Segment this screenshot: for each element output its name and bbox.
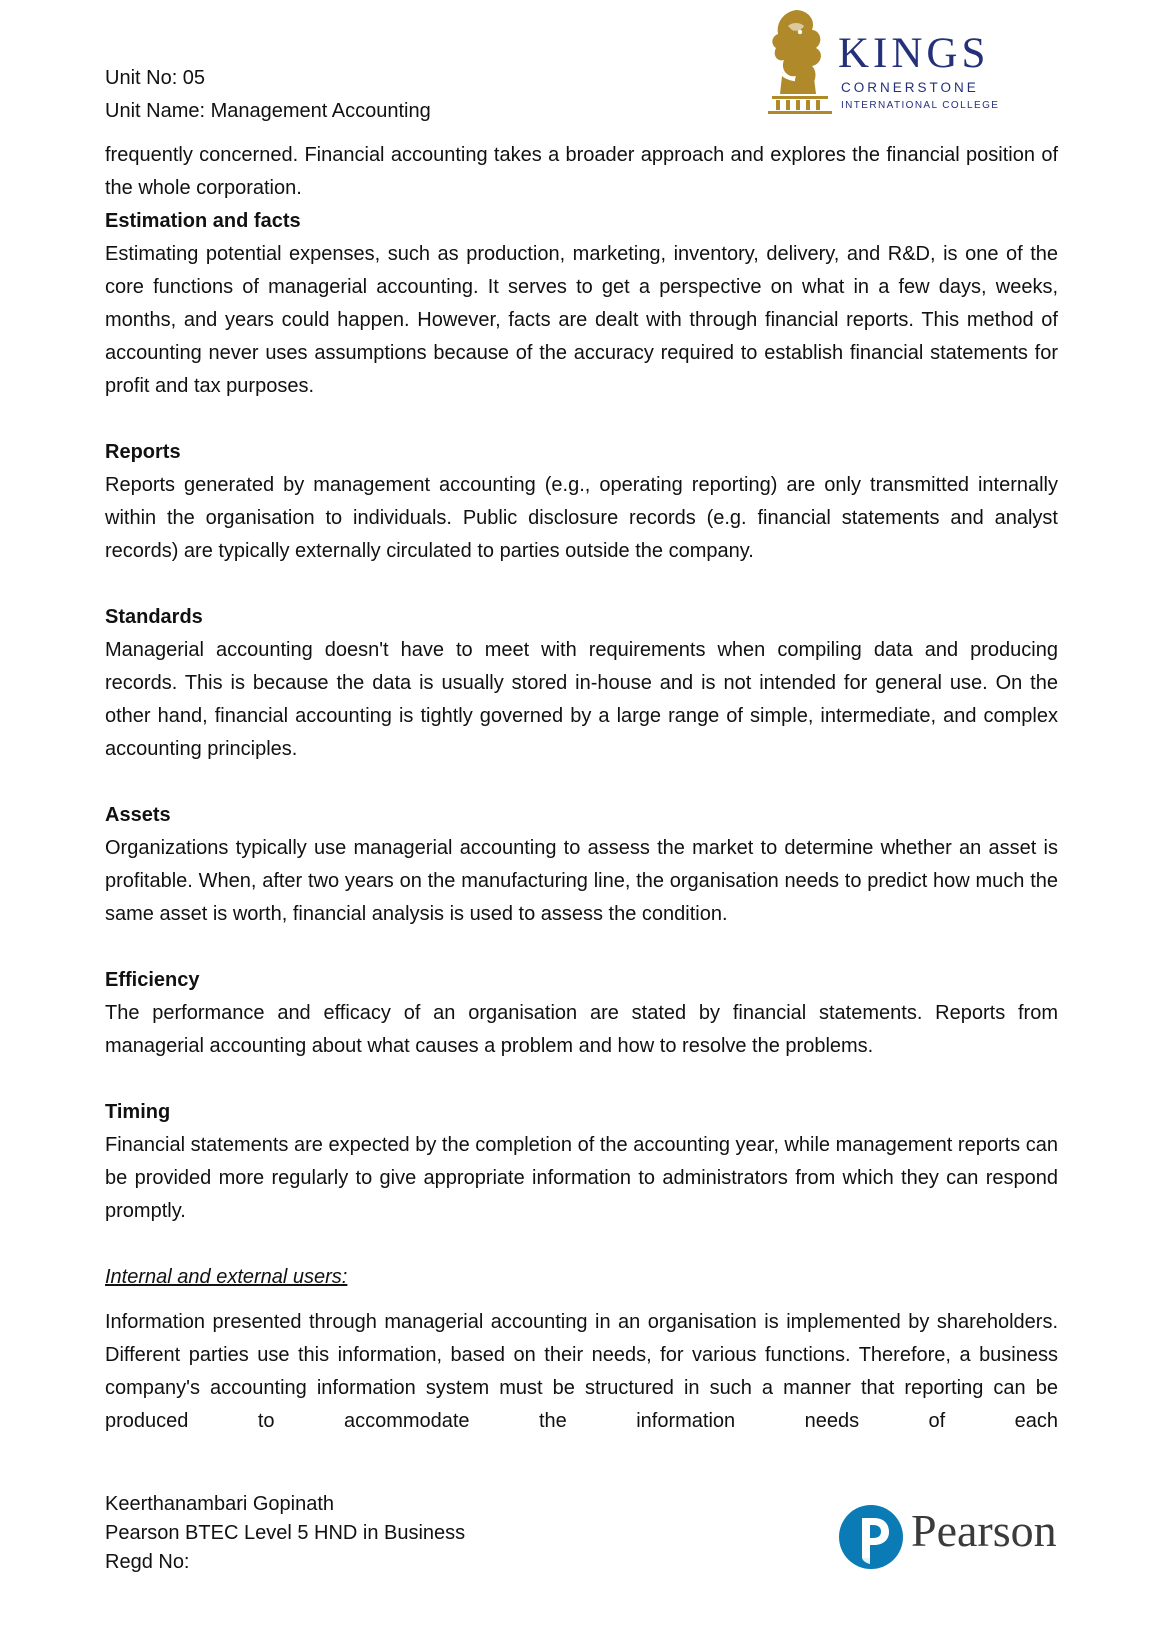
kings-college-logo — [762, 6, 1002, 118]
users-paragraph: Information presented through managerial accounting in an organisation is implemented by shareholders. Different parties use this information, based on their needs, for various functions. Therefore, a business company's accounting information system must be structured in such a manner that reporting can be produced to accommodate the information needs of each — [105, 1311, 1058, 1432]
program-name: Pearson BTEC Level 5 HND in Business — [105, 1522, 466, 1544]
section-text-timing: Financial statements are expected by the completion of the accounting year, while management reports can be provided more regularly to give appropriate information to administrators from which they can respond promptly. — [105, 1134, 1058, 1222]
registration-number: Regd No: — [105, 1551, 190, 1573]
section-heading-estimation: Estimation and facts — [105, 210, 301, 232]
section-heading-assets: Assets — [105, 804, 171, 826]
spacer — [105, 766, 1058, 799]
lion-icon — [762, 6, 834, 118]
page-header — [105, 62, 431, 128]
section-heading-reports: Reports — [105, 441, 181, 463]
spacer — [105, 931, 1058, 964]
spacer — [105, 403, 1058, 436]
intro-paragraph: frequently concerned. Financial accounting takes a broader approach and explores the financial position of the whole corporation. — [105, 144, 1058, 199]
page-footer — [105, 1490, 465, 1577]
document-body — [105, 139, 1058, 1438]
section-heading-efficiency: Efficiency — [105, 969, 200, 991]
unit-number: Unit No: 05 — [105, 67, 206, 89]
kings-logo-subtitle: CORNERSTONE — [841, 80, 979, 95]
spacer — [105, 568, 1058, 601]
kings-logo-tagline: INTERNATIONAL COLLEGE — [841, 100, 1000, 111]
section-heading-standards: Standards — [105, 606, 203, 628]
pearson-logo-text: Pearson — [911, 1505, 1057, 1556]
section-text-standards: Managerial accounting doesn't have to meet with requirements when compiling data and producing records. This is because the data is usually stored in-house and is not intended for general use. On the other hand, financial accounting is tightly governed by a large range of simple, intermediate, and complex accounting principles. — [105, 639, 1058, 760]
section-text-estimation: Estimating potential expenses, such as production, marketing, inventory, delivery, and R&D, is one of the core functions of managerial accounting. It serves to get a perspective on what in a few days, weeks, months, and years could happen. However, facts are dealt with through financial reports. This method of accounting never uses assumptions because of the accuracy required to establish financial statements for profit and tax purposes. — [105, 243, 1058, 397]
spacer — [105, 1228, 1058, 1261]
kings-logo-title: KINGS — [838, 30, 990, 77]
pearson-logo — [838, 1502, 1078, 1578]
author-name: Keerthanambari Gopinath — [105, 1493, 335, 1515]
spacer — [105, 1294, 1058, 1306]
section-text-reports: Reports generated by management accounting (e.g., operating reporting) are only transmitted internally within the organisation to individuals. Public disclosure records (e.g. financial statements and analyst records) are typically externally circulated to parties outside the company. — [105, 474, 1058, 562]
section-text-assets: Organizations typically use managerial accounting to assess the market to determine whether an asset is profitable. When, after two years on the manufacturing line, the organisation needs to predict how much the same asset is worth, financial analysis is used to assess the condition. — [105, 837, 1058, 925]
section-text-efficiency: The performance and efficacy of an organisation are stated by financial statements. Reports from managerial accounting about what causes a problem and how to resolve the problems. — [105, 1002, 1058, 1057]
spacer — [105, 1063, 1058, 1096]
pearson-p-icon — [838, 1502, 904, 1572]
section-heading-timing: Timing — [105, 1101, 171, 1123]
unit-name: Unit Name: Management Accounting — [105, 100, 431, 122]
users-heading: Internal and external users: — [105, 1266, 348, 1288]
